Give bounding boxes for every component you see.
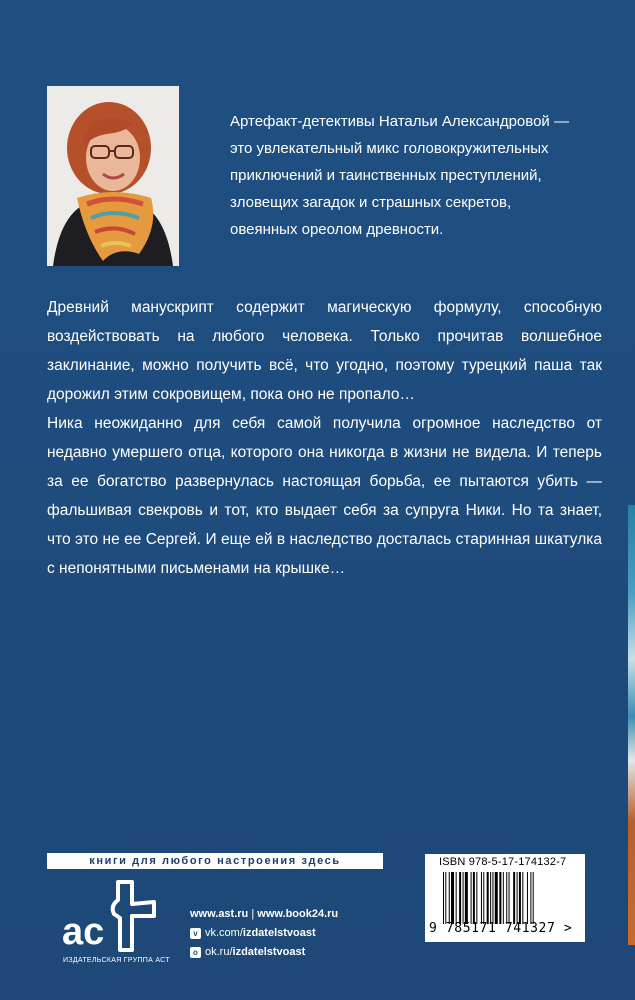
barcode-bar (492, 872, 493, 924)
barcode-bar (449, 872, 450, 924)
isbn-label: ISBN 978-5-17-174132-7 (439, 856, 567, 868)
barcode-bar (517, 872, 518, 924)
barcode-bar (456, 872, 457, 924)
barcode-bar (503, 872, 504, 924)
book24-link[interactable]: www.book24.ru (257, 908, 339, 920)
barcode-bar (463, 872, 464, 924)
tagline-line: овеянных ореолом древности. (230, 221, 444, 238)
vk-handle: izdatelstvoast (242, 927, 316, 939)
barcode-bar (495, 872, 498, 924)
barcode-bar (487, 872, 489, 924)
ok-prefix: ok.ru/ (205, 946, 233, 958)
barcode-bar (530, 872, 531, 924)
barcode-bar (451, 872, 454, 924)
barcode (443, 872, 569, 924)
website-links (190, 905, 338, 924)
barcode-bar (473, 872, 475, 924)
tagline-line: это увлекательный микс головокружительных (230, 140, 549, 157)
publisher-caption: ИЗДАТЕЛЬСКАЯ ГРУППА АСТ (63, 957, 170, 964)
barcode-bar (471, 872, 472, 924)
publisher-links (190, 905, 338, 962)
barcode-bar (506, 872, 507, 924)
barcode-bar (476, 872, 477, 924)
barcode-bar (513, 872, 515, 924)
description-paragraph: Древний манускрипт содержит магическую формулу, способную воздействовать на любого человека. Только прочитав волшебное заклинание, можно получить всё, что угодно, поэтому турецкий паша так дорожил этим сокровищем, пока оно не пропало… (47, 299, 602, 403)
barcode-bar (481, 872, 482, 924)
barcode-bar (483, 872, 484, 924)
barcode-bar (490, 872, 491, 924)
barcode-bar (519, 872, 521, 924)
vk-link[interactable] (190, 924, 338, 943)
ok-link[interactable] (190, 943, 338, 962)
barcode-bar (445, 872, 446, 924)
barcode-bar (522, 872, 523, 924)
barcode-bar (499, 872, 501, 924)
book-description (47, 293, 602, 583)
ok-icon: o (190, 947, 201, 958)
barcode-bar (533, 872, 534, 924)
logo-letters: ac (62, 911, 105, 953)
tagline-line: зловещих загадок и страшных секретов, (230, 194, 512, 211)
isbn-barcode-block (425, 854, 585, 942)
description-paragraph: Ника неожиданно для себя самой получила огромное наследство от недавно умершего отца, которого она никогда в жизни не видела. И теперь за ее богатство развернулась настоящая борьба, ее пытаются убить — фальшивая свекровь и тот, кто выдает себя за супруга Ники. Но та знает, что это не ее Сергей. И еще ей в наследство досталась старинная шкатулка с непонятными письменами на крышке… (47, 415, 602, 577)
barcode-bar (459, 872, 461, 924)
link-separator: | (251, 908, 255, 920)
barcode-bar (465, 872, 468, 924)
tagline-line: приключений и таинственных преступлений, (230, 167, 542, 184)
publisher-logo (58, 878, 178, 958)
front-cover-edge (628, 505, 635, 945)
ok-handle: izdatelstvoast (232, 946, 306, 958)
tagline-line: Артефакт-детективы Натальи Александровой — (230, 113, 569, 130)
barcode-bar (527, 872, 528, 924)
barcode-bar (509, 872, 510, 924)
barcode-bar (443, 872, 444, 924)
vk-prefix: vk.com/ (205, 927, 243, 939)
author-photo (47, 86, 179, 266)
ast-link[interactable]: www.ast.ru (190, 908, 249, 920)
barcode-digits: 9 785171 741327 > (429, 921, 573, 936)
vk-icon: v (190, 928, 201, 939)
author-tagline (230, 108, 600, 243)
slogan-banner: книги для любого настроения здесь (47, 853, 383, 869)
